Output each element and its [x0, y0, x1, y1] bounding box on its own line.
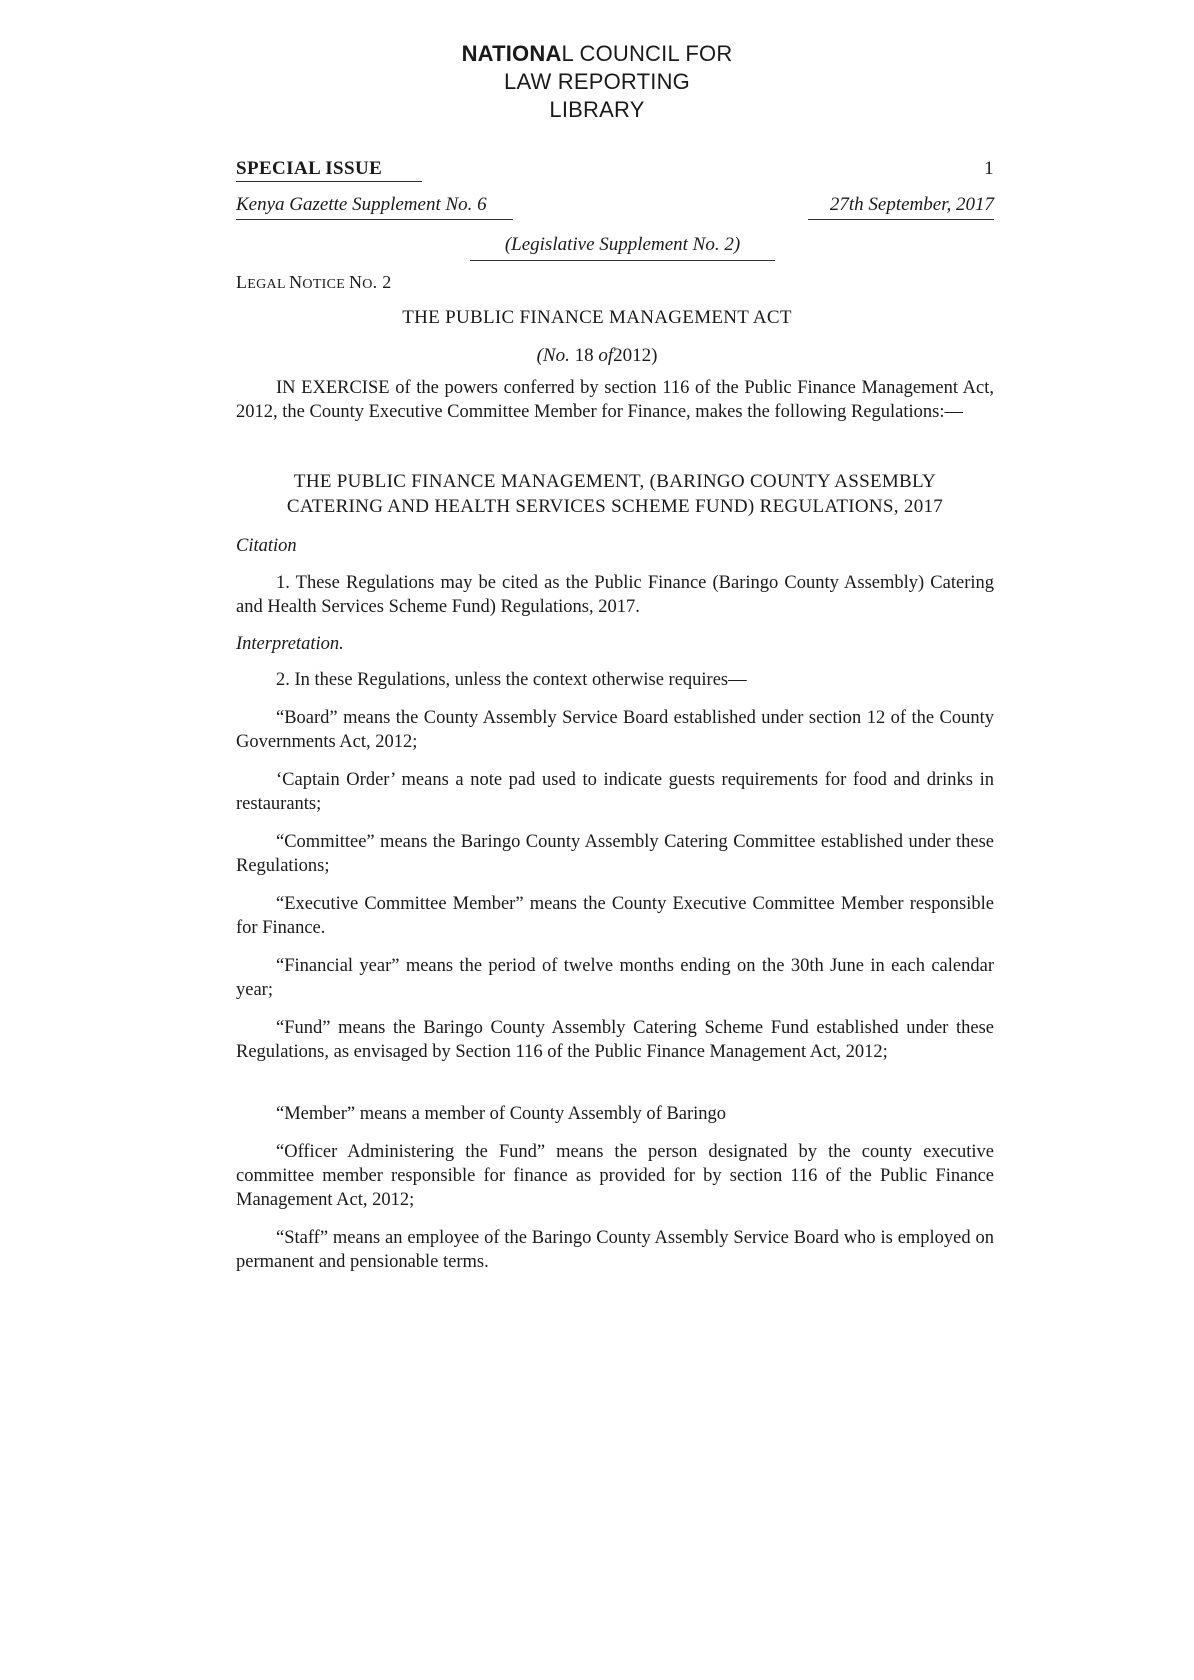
legal-notice: LEGAL NOTICE NO. 2: [236, 272, 392, 292]
definition-member: “Member” means a member of County Assembly of Baringo: [276, 1104, 727, 1124]
preamble: IN EXERCISE of the powers conferred by section 116 of the Public Finance Management Act, 2012, the County Executive Committee Member for Finance, makes the following Regulations:—: [236, 378, 994, 422]
page-number: 1: [984, 158, 994, 179]
stamp-line-1: NATIONAL COUNCIL FOR: [461, 41, 733, 66]
regulations-title: THE PUBLIC FINANCE MANAGEMENT, (BARINGO COUNTY ASSEMBLY CATERING AND HEALTH SERVICES SCHEME FUND) REGULATIONS, 2017: [286, 471, 944, 517]
interpretation-heading: Interpretation.: [236, 634, 344, 654]
definition-officer-administering-fund: “Officer Administering the Fund” means the person designated by the county executive committee member responsible for finance as provided for by section 116 of the Public Finance Management Act, 2012;: [236, 1142, 994, 1210]
definition-financial-year: “Financial year” means the period of twelve months ending on the 30th June in each calendar year;: [236, 956, 994, 1000]
act-number: (No. 18 of2012): [536, 345, 658, 366]
interpretation-intro: 2. In these Regulations, unless the context otherwise requires—: [276, 670, 747, 690]
definition-captain-order: ‘Captain Order’ means a note pad used to indicate guests requirements for food and drinks in restaurants;: [236, 770, 994, 814]
stamp-line-2: LAW REPORTING: [504, 69, 690, 94]
definition-executive-committee-member: “Executive Committee Member” means the County Executive Committee Member responsible for Finance.: [236, 894, 994, 938]
citation-heading: Citation: [236, 536, 297, 556]
citation-text: 1. These Regulations may be cited as the Public Finance (Baringo County Assembly) Catering and Health Services Scheme Fund) Regulations, 2017.: [236, 573, 994, 617]
definition-staff: “Staff” means an employee of the Baringo County Assembly Service Board who is employed on permanent and pensionable terms.: [236, 1228, 994, 1272]
definition-board: “Board” means the County Assembly Service Board established under section 12 of the County Governments Act, 2012;: [236, 708, 994, 752]
legislative-supplement: (Legislative Supplement No. 2): [470, 234, 775, 261]
definition-fund: “Fund” means the Baringo County Assembly Catering Scheme Fund established under these Regulations, as envisaged by Section 116 of the Public Finance Management Act, 2012;: [236, 1018, 994, 1062]
act-title: THE PUBLIC FINANCE MANAGEMENT ACT: [402, 307, 792, 328]
stamp-line-3: LIBRARY: [549, 97, 645, 122]
definition-committee: “Committee” means the Baringo County Assembly Catering Committee established under these Regulations;: [236, 832, 994, 876]
gazette-supplement: Kenya Gazette Supplement No. 6: [236, 194, 513, 220]
issue-date: 27th September, 2017: [808, 194, 994, 220]
library-stamp: [0, 40, 1194, 124]
special-issue-label: SPECIAL ISSUE: [236, 158, 422, 182]
special-issue-row: [236, 158, 994, 180]
